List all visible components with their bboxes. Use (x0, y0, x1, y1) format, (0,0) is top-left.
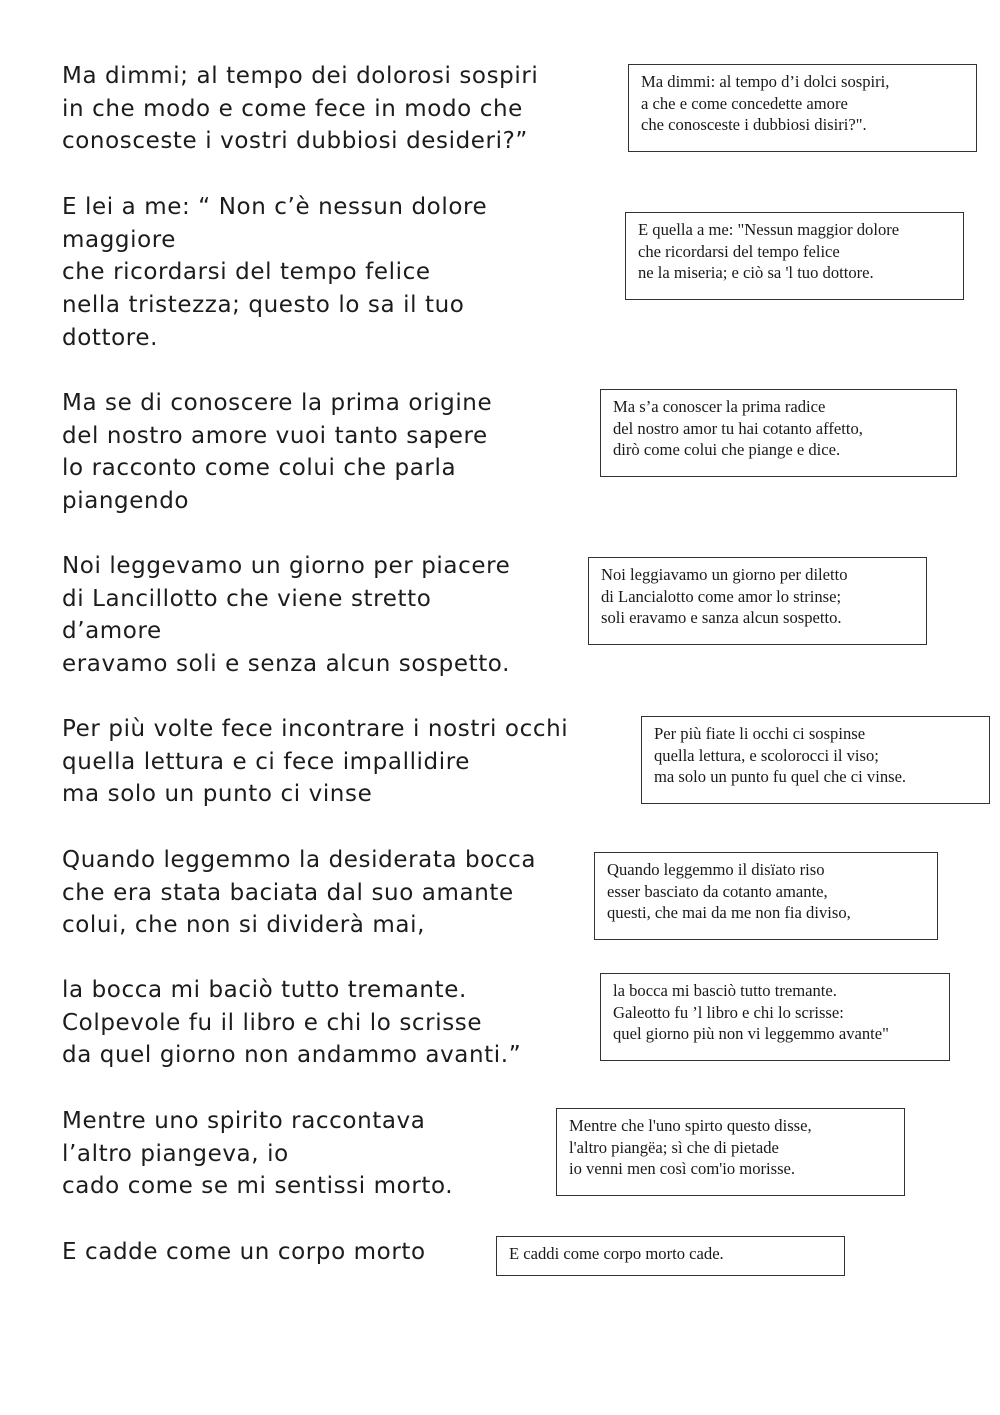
translation-line: Noi leggevamo un giorno per piacere (62, 553, 511, 579)
translation-stanza-8 (62, 1105, 453, 1203)
original-line: esser basciato da cotanto amante, (607, 881, 828, 901)
translation-line: Mentre uno spirito raccontava (62, 1108, 426, 1134)
translation-line: del nostro amore vuoi tanto sapere (62, 422, 488, 449)
original-line: E quella a me: "Nessun maggior dolore (638, 220, 900, 239)
translation-line: E cadde come un corpo morto (62, 1239, 426, 1265)
original-line: del nostro amor tu hai cotanto affetto, (613, 418, 863, 438)
original-line: a che e come concedette amore (641, 93, 848, 113)
original-line: io venni men così com'io morisse. (569, 1159, 796, 1178)
translation-line: che era stata baciata dal suo amante (62, 879, 514, 906)
translation-line: che ricordarsi del tempo felice (62, 259, 431, 286)
translation-line: l’altro piangeva, io (62, 1140, 289, 1167)
translation-line: eravamo soli e senza alcun sospetto. (62, 651, 510, 678)
original-line: ma solo un punto fu quel che ci vinse. (654, 767, 907, 786)
original-line: Quando leggemmo il disïato riso (607, 860, 825, 879)
translation-line: Colpevole fu il libro e chi lo scrisse (62, 1009, 483, 1036)
original-text-box-7 (600, 973, 950, 1061)
original-line: quel giorno più non vi leggemmo avante" (613, 1024, 889, 1043)
translation-stanza-3 (62, 387, 492, 518)
original-line: questi, che mai da me non fia diviso, (607, 903, 851, 922)
original-line: E caddi come corpo morto cade. (509, 1244, 724, 1263)
translation-line: ma solo un punto ci vinse (62, 781, 373, 808)
translation-line: di Lancillotto che viene stretto (62, 585, 432, 612)
translation-line: conosceste i vostri dubbiosi desideri?” (62, 128, 528, 155)
translation-line: cado come se mi sentissi morto. (62, 1173, 454, 1200)
translation-stanza-1 (62, 60, 538, 158)
translation-line: Quando leggemmo la desiderata bocca (62, 847, 537, 873)
translation-line: Per più volte fece incontrare i nostri occhi (62, 716, 569, 742)
original-text-box-1 (628, 64, 977, 152)
translation-stanza-2 (62, 191, 487, 355)
original-line: Mentre che l'uno spirto questo disse, (569, 1116, 812, 1135)
original-text-box-5 (641, 716, 990, 804)
original-line: dirò come colui che piange e dice. (613, 440, 841, 459)
translation-line: nella tristezza; questo lo sa il tuo (62, 292, 465, 319)
translation-line: da quel giorno non andammo avanti.” (62, 1042, 522, 1069)
translation-stanza-7 (62, 974, 521, 1072)
original-line: che conosceste i dubbiosi disiri?". (641, 115, 867, 134)
original-text-box-2 (625, 212, 964, 300)
translation-line: lo racconto come colui che parla (62, 455, 457, 482)
original-text-box-3 (600, 389, 957, 477)
translation-line: Ma dimmi; al tempo dei dolorosi sospiri (62, 63, 539, 89)
original-line: quella lettura, e scolorocci il viso; (654, 745, 879, 765)
translation-stanza-4 (62, 550, 510, 681)
original-text-box-8 (556, 1108, 905, 1196)
original-line: Ma s’a conoscer la prima radice (613, 397, 826, 416)
translation-line: colui, che non si dividerà mai, (62, 912, 426, 939)
original-line: Noi leggiavamo un giorno per diletto (601, 565, 848, 584)
original-line: Per più fiate li occhi ci sospinse (654, 724, 866, 743)
original-line: l'altro piangëa; sì che di pietade (569, 1137, 779, 1157)
translation-line: maggiore (62, 226, 177, 253)
original-line: soli eravamo e sanza alcun sospetto. (601, 608, 842, 627)
original-text-box-6 (594, 852, 938, 940)
translation-line: piangendo (62, 488, 190, 515)
translation-stanza-5 (62, 713, 568, 811)
original-text-box-9 (496, 1236, 845, 1276)
translation-line: dottore. (62, 324, 158, 351)
original-text-box-4 (588, 557, 927, 645)
translation-line: in che modo e come fece in modo che (62, 95, 523, 122)
translation-stanza-6 (62, 844, 536, 942)
translation-line: la bocca mi baciò tutto tremante. (62, 977, 467, 1003)
translation-line: E lei a me: “ Non c’è nessun dolore (62, 194, 488, 220)
translation-line: d’amore (62, 618, 162, 645)
original-line: Galeotto fu ’l libro e chi lo scrisse: (613, 1002, 844, 1022)
original-line: di Lancialotto come amor lo strinse; (601, 586, 842, 606)
original-line: la bocca mi basciò tutto tremante. (613, 981, 837, 1000)
original-line: che ricordarsi del tempo felice (638, 241, 840, 261)
translation-line: Ma se di conoscere la prima origine (62, 390, 493, 416)
original-line: Ma dimmi: al tempo d’i dolci sospiri, (641, 72, 890, 91)
translation-line: quella lettura e ci fece impallidire (62, 748, 471, 775)
original-line: ne la miseria; e ciò sa 'l tuo dottore. (638, 263, 874, 282)
translation-stanza-9 (62, 1236, 426, 1269)
